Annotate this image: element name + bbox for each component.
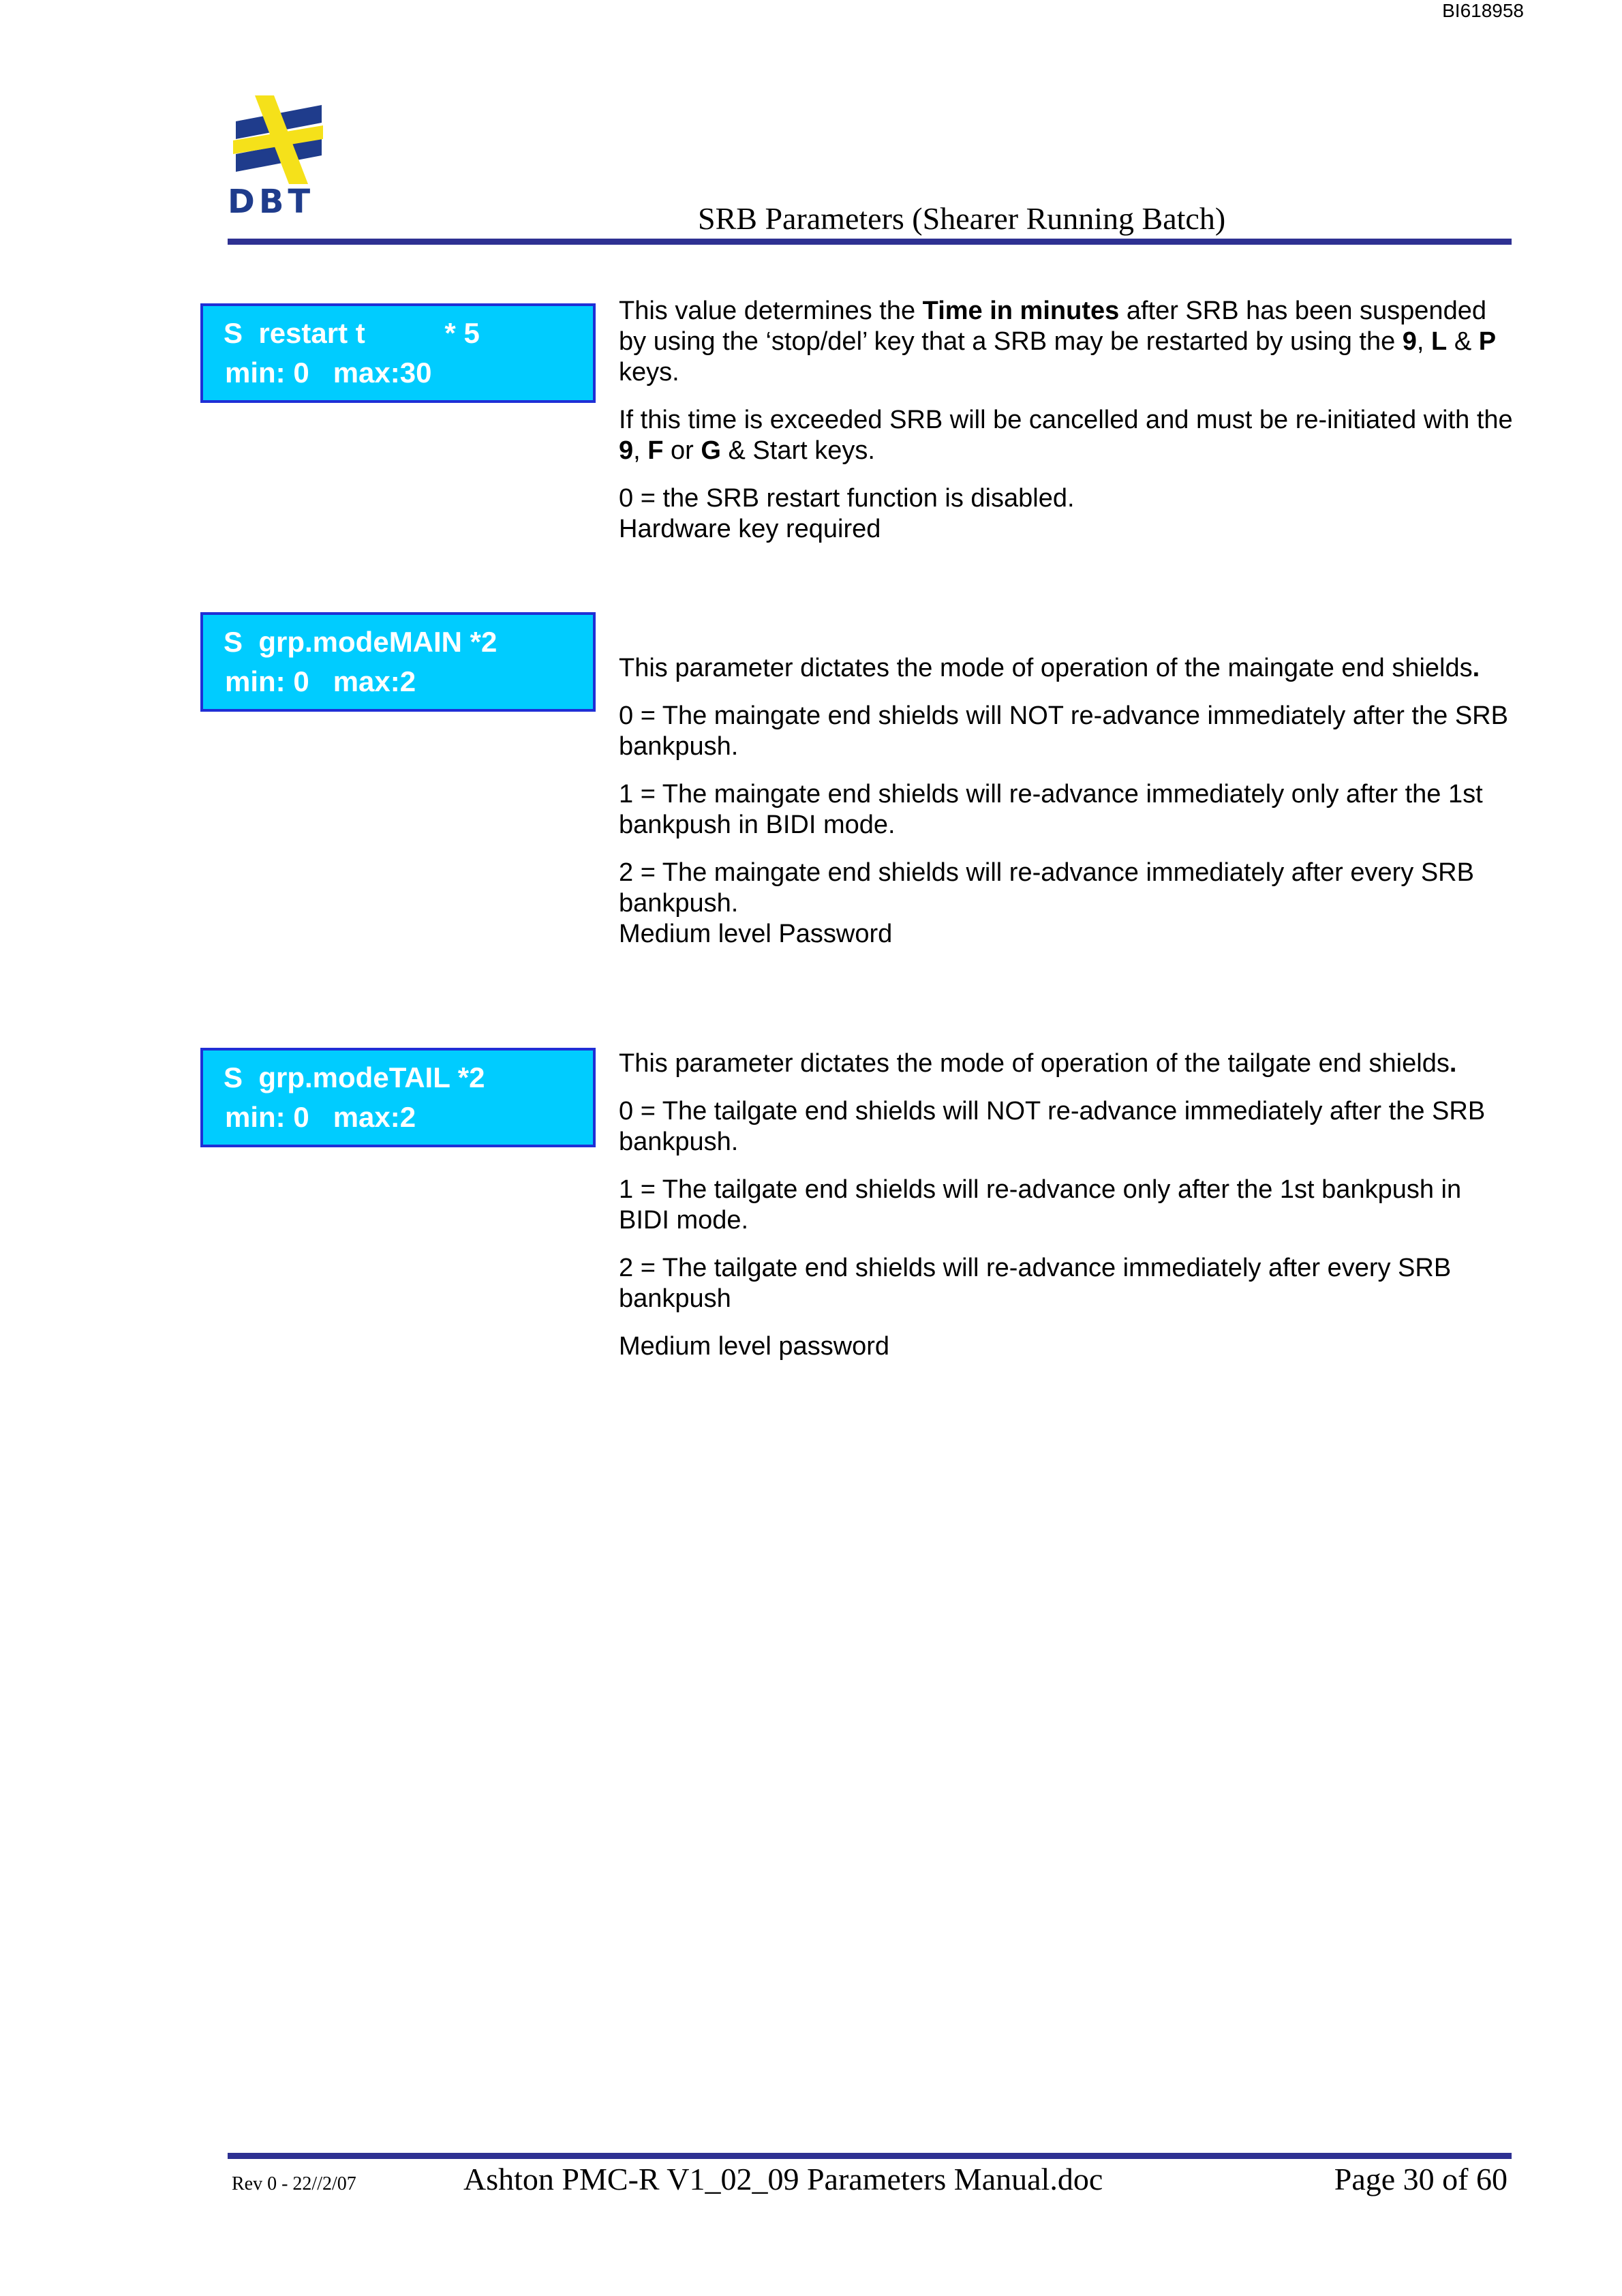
param-description-restart: [619, 296, 1518, 562]
description-paragraph: This parameter dictates the mode of operation of the tailgate end shields.: [619, 1049, 1457, 1078]
footer-divider: [228, 2153, 1512, 2159]
lcd-line-2: min: 0 max:30: [225, 357, 432, 389]
lcd-display-restart: [200, 303, 596, 403]
access-requirement: Hardware key required: [619, 515, 881, 543]
access-requirement: Medium level Password: [619, 920, 893, 948]
lcd-line-1: S grp.modeTAIL *2: [224, 1061, 485, 1093]
description-paragraph: 2 = The tailgate end shields will re-advance immediately after every SRB bankpush: [619, 1254, 1452, 1313]
description-paragraph: 1 = The maingate end shields will re-advance immediately only after the 1st bankpush in BIDI mode.: [619, 780, 1483, 839]
lcd-line-1: S grp.modeMAIN *2: [224, 626, 498, 658]
description-paragraph: 0 = the SRB restart function is disabled.: [619, 484, 1075, 513]
access-requirement: Medium level password: [619, 1332, 890, 1361]
document-id: BI618958: [1442, 0, 1524, 21]
description-paragraph: This parameter dictates the mode of operation of the maingate end shields.: [619, 654, 1480, 682]
lcd-line-2: min: 0 max:2: [225, 1101, 416, 1133]
lcd-display-grp-mode-tail: [200, 1048, 596, 1147]
lcd-line-2: min: 0 max:2: [225, 665, 416, 697]
param-description-grp-mode-main: [619, 653, 1518, 967]
page-header-title: SRB Parameters (Shearer Running Batch): [698, 201, 1226, 236]
footer-page-number: Page 30 of 60: [1334, 2162, 1508, 2196]
description-paragraph: This value determines the Time in minutes after SRB has been suspended by using the ‘stop/del’ key that a SRB may be restarted by using the 9, L & P keys.: [619, 297, 1497, 387]
footer-revision: Rev 0 - 22//2/07: [232, 2173, 356, 2194]
description-paragraph: 0 = The maingate end shields will NOT re-advance immediately after the SRB bankpush.: [619, 701, 1508, 761]
param-description-grp-mode-tail: [619, 1048, 1518, 1379]
dbt-logo: [228, 95, 330, 225]
logo-text: DBT: [228, 183, 315, 221]
description-paragraph: 0 = The tailgate end shields will NOT re-advance immediately after the SRB bankpush.: [619, 1097, 1486, 1156]
description-paragraph: 2 = The maingate end shields will re-advance immediately after every SRB bankpush.: [619, 858, 1474, 918]
dbt-logo-icon: [228, 95, 330, 184]
footer-document-name: Ashton PMC-R V1_02_09 Parameters Manual.doc: [463, 2162, 1103, 2196]
header-divider: [228, 239, 1512, 245]
lcd-display-grp-mode-main: [200, 612, 596, 712]
lcd-line-1: S restart t * 5: [224, 317, 480, 349]
description-paragraph: If this time is exceeded SRB will be cancelled and must be re-initiated with the 9, F or G & Start keys.: [619, 406, 1513, 465]
description-paragraph: 1 = The tailgate end shields will re-advance only after the 1st bankpush in BIDI mode.: [619, 1175, 1462, 1235]
